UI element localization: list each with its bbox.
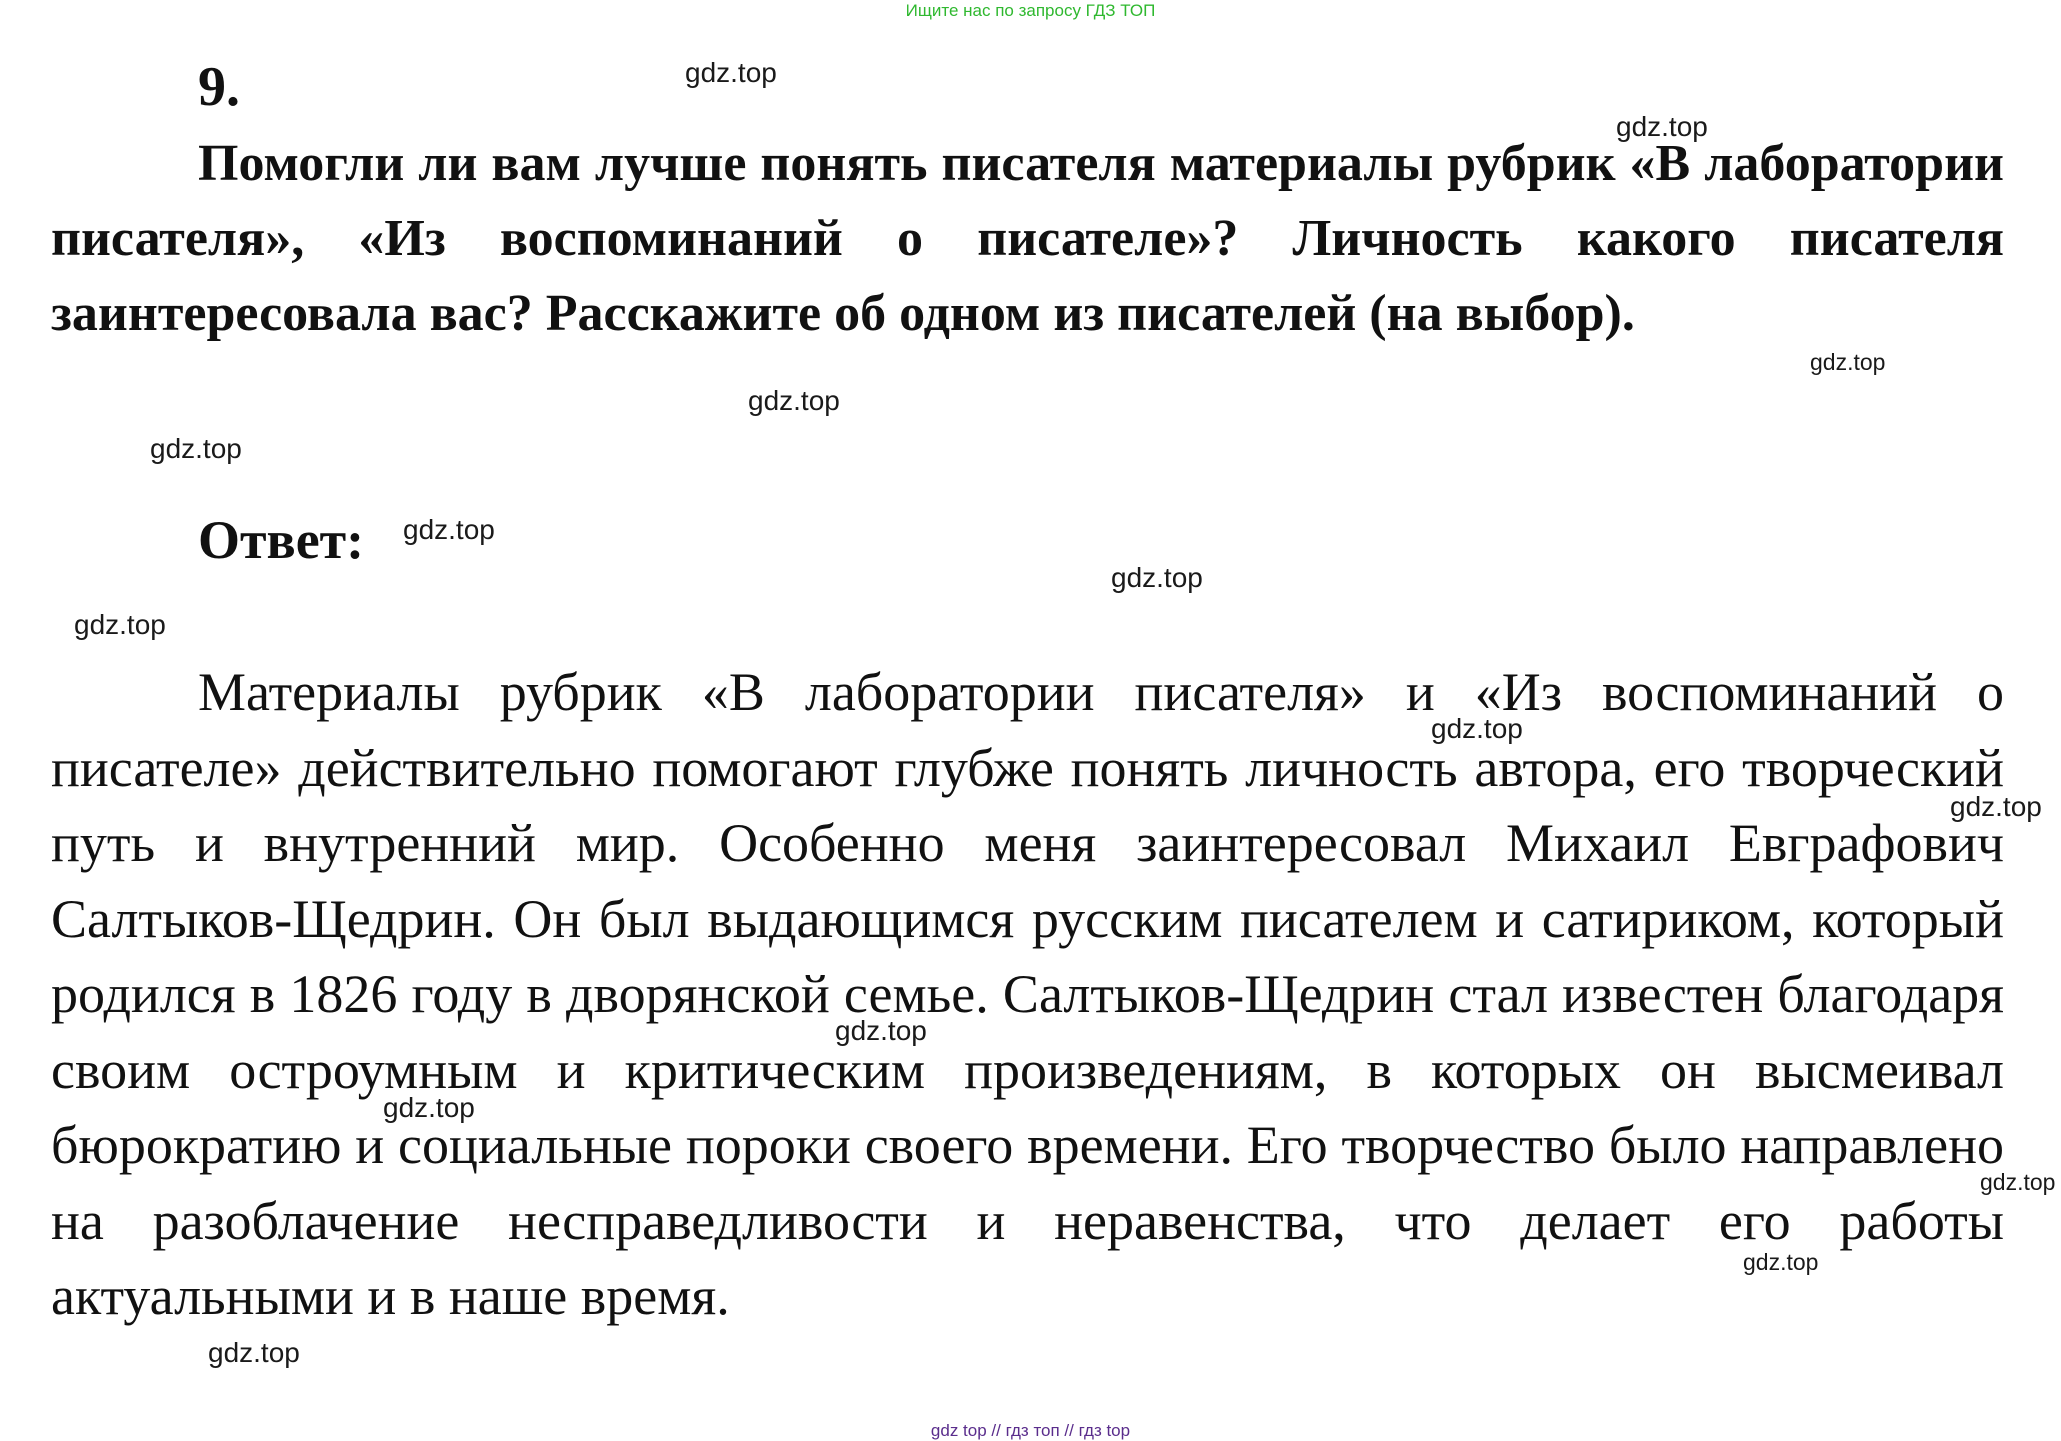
watermark: gdz.top: [1950, 791, 2042, 822]
top-banner: Ищите нас по запросу ГДЗ ТОП: [905, 1, 1156, 20]
watermark: gdz.top: [1616, 111, 1708, 142]
watermark: gdz.top: [208, 1337, 300, 1368]
watermark: gdz.top: [74, 609, 166, 640]
watermark: gdz.top: [1980, 1169, 2056, 1195]
watermark: gdz.top: [748, 385, 840, 416]
watermark: gdz.top: [835, 1015, 927, 1046]
answer-text: Материалы рубрик «В лаборатории писателя» и «Из воспоминаний о писателе» действительно помогают глубже понять личность автора, его творческий путь и внутренний мир. Особенно меня заинтересовал Михаил Евграфович Салтыков-Щедрин. Он был выдающимся русским писателем и сатириком, который родился в 1826 году в дворянской семье. Салтыков-Щедрин стал известен благодаря своим остроумным и критическим произведениям, в которых он высмеивал бюрократию и социальные пороки своего времени. Его творчество было направлено на разоблачение несправедливости и неравенства, что делает его работы актуальными и в наше время.: [51, 662, 2004, 1326]
watermark: gdz.top: [383, 1092, 475, 1123]
watermark: gdz.top: [1111, 562, 1203, 593]
watermark: gdz.top: [1431, 713, 1523, 744]
question-text: Помогли ли вам лучше понять писателя материалы рубрик «В лаборатории писателя», «Из воспоминаний о писателе»? Личность какого писателя заинтересовала вас? Расскажите об одном из писателей (на выбор).: [51, 135, 2004, 342]
watermark: gdz.top: [1810, 349, 1886, 375]
task-number: 9.: [198, 56, 240, 118]
watermark: gdz.top: [150, 433, 242, 464]
watermark: gdz.top: [1743, 1249, 1819, 1275]
watermark: gdz.top: [403, 514, 495, 545]
watermark: gdz.top: [685, 57, 777, 88]
footer-links: gdz top // гдз топ // гдз top: [930, 1421, 1131, 1440]
answer-label: Ответ:: [198, 510, 365, 570]
